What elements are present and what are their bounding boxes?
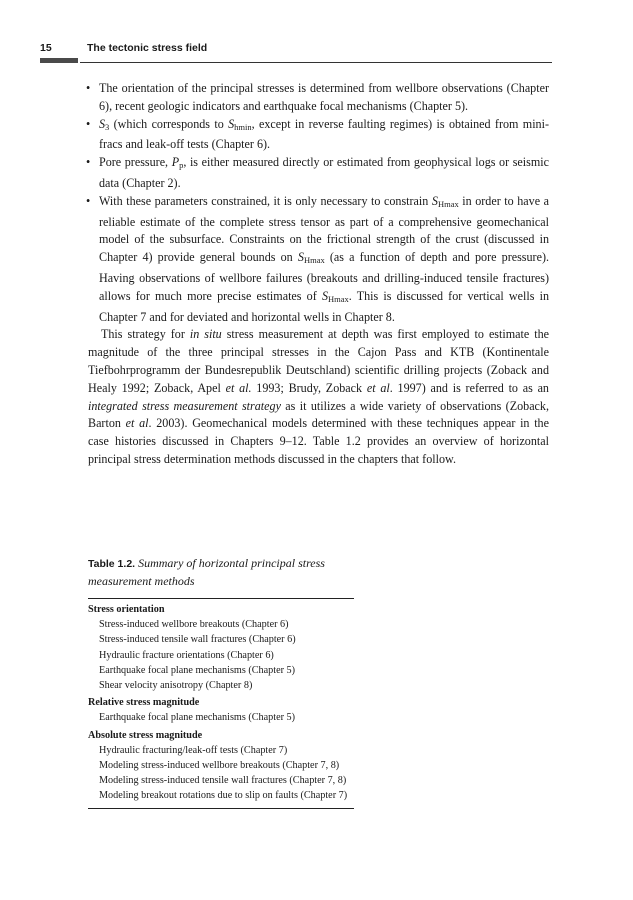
subscript: p — [179, 160, 184, 171]
italic-text: P — [171, 155, 180, 170]
text-run: . This is discussed for vertical wells in Chapter 7 and for deviated and horizontal wells in Chapter 8. — [99, 288, 549, 324]
table-item: Hydraulic fracture orientations (Chapter 6) — [99, 649, 274, 661]
text-run: Pore pressure, — [99, 155, 172, 170]
text-run: . 1997) and is referred to as an — [389, 380, 549, 395]
table-title: Summary of horizontal principal stress measurement methods — [88, 556, 325, 588]
text-run: (which corresponds to — [109, 116, 229, 131]
subscript: Hmax — [327, 293, 349, 304]
table-item: Modeling stress-induced tensile wall fractures (Chapter 7, 8) — [99, 775, 347, 787]
table-item: Stress-induced tensile wall fractures (Chapter 6) — [99, 634, 296, 646]
table-item: Modeling breakout rotations due to slip on faults (Chapter 7) — [99, 790, 348, 802]
bullet-icon: • — [86, 193, 91, 208]
text-run: . 2003). Geomechanical models determined with these techniques appear in the case histories discussed in Chapters 9–12. Table 1.2 provides an overview of horizontal principal stress determination methods discussed in the chapters that follow. — [88, 416, 549, 466]
text-run: in order to have a reliable estimate of the complete stress tensor as part of a comprehensive geomechanical model of the subsurface. Constraints on the frictional strength of the crust (discussed in Chapter 4) provide general bounds on — [99, 193, 549, 265]
text-run: (as a function of depth and pore pressure). Having observations of wellbore failures (breakouts and drilling-induced tensile fractures) allows for much more precise estimates of — [99, 250, 550, 303]
bullet-list — [88, 80, 549, 326]
italic-text: S — [99, 116, 106, 131]
bullet-item — [88, 116, 549, 155]
italic-text: S — [321, 288, 328, 303]
table-section-heading: Relative stress magnitude — [88, 697, 200, 709]
italic-text: in situ — [189, 327, 222, 342]
text-run: With these parameters constrained, it is only necessary to constrain — [99, 193, 432, 208]
summary-table — [88, 555, 354, 809]
table-body — [88, 599, 354, 808]
bullet-item — [88, 80, 549, 116]
italic-text: S — [228, 116, 235, 131]
italic-text: et al. — [225, 380, 252, 395]
bullet-icon: • — [86, 116, 91, 131]
table-item: Earthquake focal plane mechanisms (Chapter 5) — [99, 712, 296, 724]
italic-text: integrated stress measurement strategy — [88, 398, 281, 413]
text-run: , except in reverse faulting regimes) is obtained from mini-fracs and leak-off tests (Chapter 6). — [99, 116, 549, 152]
subscript: 3 — [105, 121, 110, 132]
header-rule — [80, 62, 552, 63]
text-run: The orientation of the principal stresses is determined from wellbore observations (Chapter 6), recent geologic indicators and earthquake focal mechanisms (Chapter 5). — [99, 81, 549, 113]
table-section-heading: Absolute stress magnitude — [88, 729, 203, 741]
subscript: hmin — [234, 121, 252, 132]
bullet-item — [88, 154, 549, 193]
text-run: 1993; Brudy, Zoback — [251, 380, 367, 395]
body-paragraph — [88, 326, 549, 468]
italic-text: et al — [125, 416, 149, 431]
italic-text: et al — [366, 380, 390, 395]
text-run: stress measurement at depth was first employed to estimate the magnitude of the three principal stresses in the Cajon Pass and KTB (Kontinentale Tiefbohrprogramm der Bundesrepublik Deutschland) scientific drilling projects (Zoback and Healy 1992; Zoback, Apel — [88, 327, 550, 395]
bullet-icon: • — [86, 81, 91, 95]
text-run: , is either measured directly or estimated from geophysical logs or seismic data (Chapter 2). — [99, 155, 549, 190]
italic-text: S — [297, 250, 304, 265]
text-run: as it utilizes a wide variety of observations (Zoback, Barton — [88, 398, 549, 431]
table-item: Earthquake focal plane mechanisms (Chapter 5) — [99, 664, 296, 676]
italic-text: S — [431, 193, 438, 208]
table-label: Table 1.2. — [88, 558, 136, 570]
text-run: This strategy for — [101, 327, 190, 342]
table-caption — [88, 555, 354, 590]
table-item: Shear velocity anisotropy (Chapter 8) — [99, 680, 253, 692]
page-number: 15 — [40, 42, 52, 54]
table-item: Stress-induced wellbore breakouts (Chapter 6) — [99, 619, 289, 631]
header-bar — [40, 58, 78, 63]
table-item: Modeling stress-induced wellbore breakouts (Chapter 7, 8) — [99, 760, 340, 772]
table-section-heading: Stress orientation — [88, 604, 165, 615]
table-bottom-rule — [88, 808, 354, 809]
subscript: Hmax — [303, 255, 325, 266]
bullet-icon: • — [86, 155, 91, 170]
body-text — [88, 80, 549, 469]
bullet-item — [88, 193, 549, 327]
running-title: The tectonic stress field — [87, 42, 208, 54]
table-item: Hydraulic fracturing/leak-off tests (Chapter 7) — [99, 744, 288, 756]
subscript: Hmax — [437, 198, 459, 209]
